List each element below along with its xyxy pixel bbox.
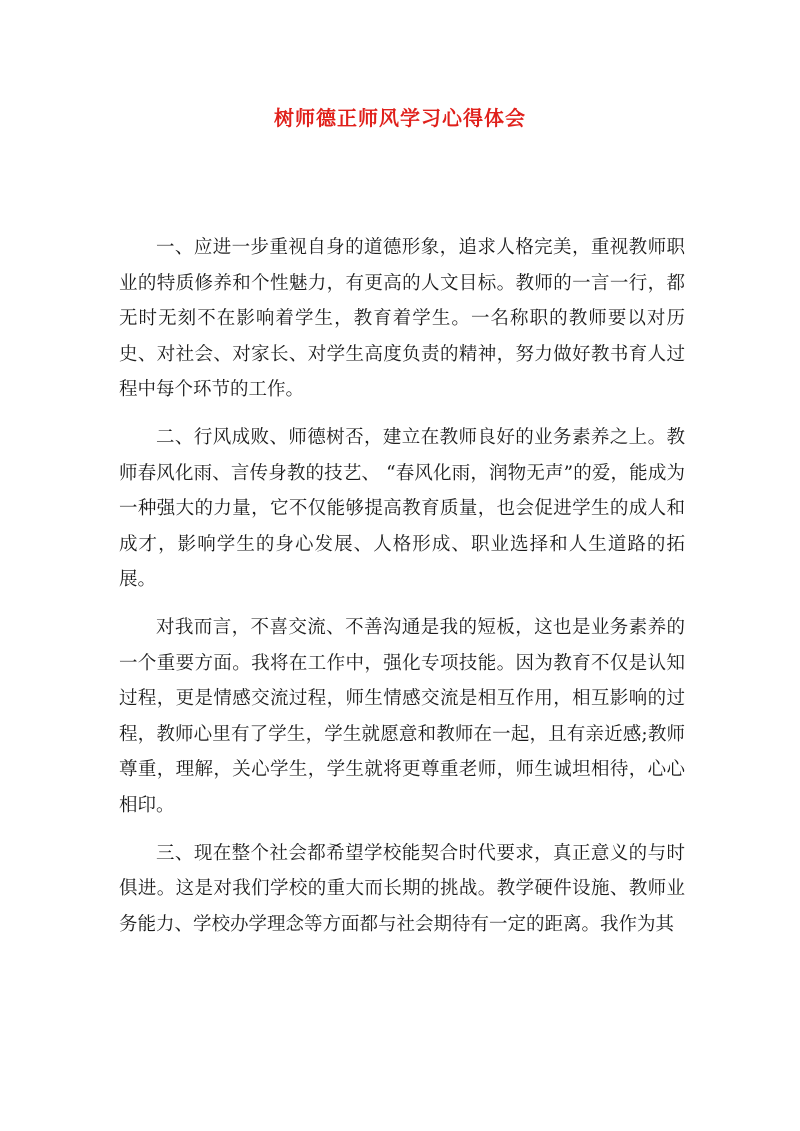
document-title: 树师德正师风学习心得体会 [274, 106, 526, 130]
paragraph-2: 二、行风成败、师德树否，建立在教师良好的业务素养之上。教师春风化雨、言传身教的技艺、 “春风化雨，润物无声”的爱，能成为一种强大的力量，它不仅能够提高教育质量，也会促进学生的成人和成才，影响学生的身心发展、人格形成、职业选择和人生道路的拓展。 [119, 426, 685, 591]
paragraph-4: 三、现在整个社会都希望学校能契合时代要求，真正意义的与时俱进。这是对我们学校的重大而长期的挑战。教学硬件设施、教师业务能力、学校办学理念等方面都与社会期待有一定的距离。我作为其 [119, 842, 685, 935]
paragraph-1: 一、应进一步重视自身的道德形象，追求人格完美，重视教师职业的特质修养和个性魅力，有更高的人文目标。教师的一言一行，都无时无刻不在影响着学生，教育着学生。一名称职的教师要以对历史、对社会、对家长、对学生高度负责的精神，努力做好教书育人过程中每个环节的工作。 [119, 237, 685, 401]
document-body [119, 230, 685, 954]
paragraph-3: 对我而言，不喜交流、不善沟通是我的短板，这也是业务素养的一个重要方面。我将在工作中，强化专项技能。因为教育不仅是认知过程，更是情感交流过程，师生情感交流是相互作用，相互影响的过程，教师心里有了学生，学生就愿意和教师在一起，且有亲近感;教师尊重，理解，关心学生，学生就将更尊重老师，师生诚坦相待，心心相印。 [119, 616, 685, 816]
